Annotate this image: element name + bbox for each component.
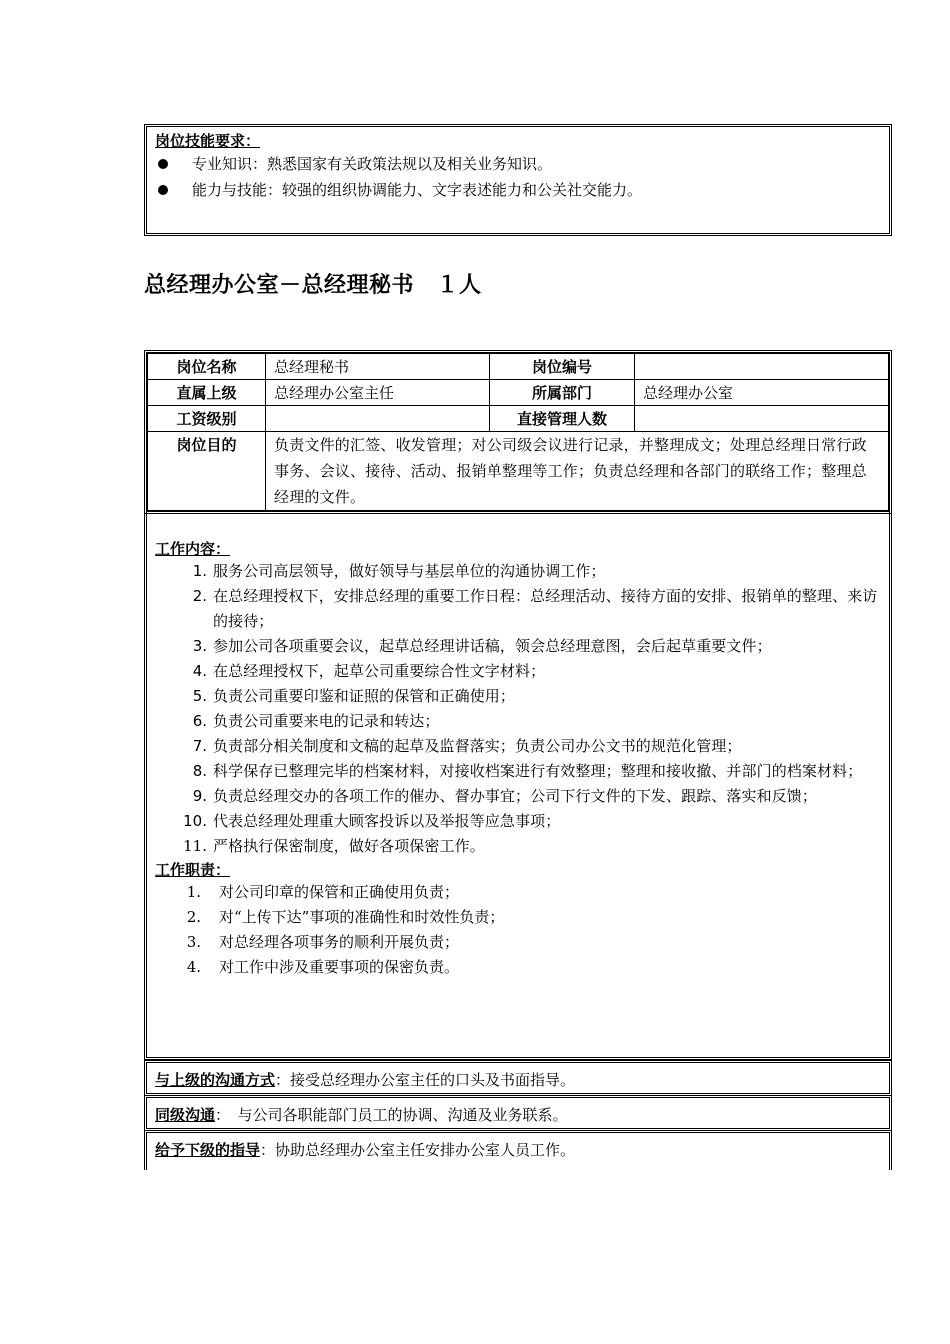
item-number: 7. bbox=[192, 737, 207, 755]
item-number: 10. bbox=[183, 812, 207, 830]
item-number: 8. bbox=[192, 762, 207, 780]
duty-item bbox=[155, 930, 881, 955]
purpose-label: 岗位目的 bbox=[148, 432, 266, 511]
bullet-icon bbox=[158, 185, 168, 195]
position-name-label: 岗位名称 bbox=[148, 354, 266, 380]
skills-box bbox=[144, 124, 892, 236]
item-text: 服务公司高层领导，做好领导与基层单位的沟通协调工作； bbox=[213, 562, 606, 580]
skills-item bbox=[155, 151, 881, 177]
item-text: 严格执行保密制度，做好各项保密工作。 bbox=[213, 837, 485, 855]
list-item bbox=[155, 634, 881, 659]
subordinates-value bbox=[635, 406, 889, 432]
item-text: 在总经理授权下，安排总经理的重要工作日程：总经理活动、接待方面的安排、报销单的整理、来访的接待； bbox=[213, 587, 878, 630]
duty-number: 2. bbox=[186, 908, 201, 926]
bullet-icon bbox=[158, 159, 168, 169]
item-number: 11. bbox=[183, 837, 207, 855]
skills-item bbox=[155, 177, 881, 203]
item-number: 2. bbox=[192, 587, 207, 605]
list-item bbox=[155, 759, 881, 784]
list-item bbox=[155, 809, 881, 834]
item-number: 4. bbox=[192, 662, 207, 680]
duty-item bbox=[155, 880, 881, 905]
duty-item bbox=[155, 905, 881, 930]
peer-communication-text: ： 与公司各职能部门员工的协调、沟通及业务联系。 bbox=[215, 1106, 568, 1124]
superior-value: 总经理办公室主任 bbox=[266, 380, 490, 406]
work-content-heading: 工作内容： bbox=[155, 540, 231, 558]
duties-heading: 工作职责： bbox=[155, 861, 231, 879]
department-value: 总经理办公室 bbox=[635, 380, 889, 406]
duty-text: 对公司印章的保管和正确使用负责； bbox=[219, 883, 460, 901]
duty-text: 对“上传下达”事项的准确性和时效性负责； bbox=[219, 908, 505, 926]
upward-communication-text: ：接受总经理办公室主任的口头及书面指导。 bbox=[275, 1071, 576, 1089]
item-number: 5. bbox=[192, 687, 207, 705]
subordinate-guidance-label: 给予下级的指导 bbox=[155, 1141, 261, 1159]
department-label: 所属部门 bbox=[490, 380, 635, 406]
list-item bbox=[155, 559, 881, 584]
subordinates-label: 直接管理人数 bbox=[490, 406, 635, 432]
subordinate-guidance-text: ：协助总经理办公室主任安排办公室人员工作。 bbox=[260, 1141, 576, 1159]
item-number: 1. bbox=[192, 562, 207, 580]
item-text: 在总经理授权下，起草公司重要综合性文字材料； bbox=[213, 662, 546, 680]
salary-label: 工资级别 bbox=[148, 406, 266, 432]
position-name-value: 总经理秘书 bbox=[266, 354, 490, 380]
purpose-value: 负责文件的汇签、收发管理；对公司级会议进行记录，并整理成文；处理总经理日常行政事务、会议、接待、活动、报销单整理等工作；负责总经理和各部门的联络工作；整理总经理的文件。 bbox=[266, 432, 889, 511]
duty-number: 4. bbox=[186, 958, 201, 976]
section-title: 总经理办公室－总经理秘书 １人 bbox=[144, 273, 482, 298]
list-item bbox=[155, 784, 881, 809]
duty-text: 对工作中涉及重要事项的保密负责。 bbox=[219, 958, 460, 976]
item-number: 3. bbox=[192, 637, 207, 655]
list-item bbox=[155, 584, 881, 634]
list-item bbox=[155, 659, 881, 684]
list-item bbox=[155, 709, 881, 734]
upward-communication-label: 与上级的沟通方式 bbox=[155, 1071, 276, 1089]
list-item bbox=[155, 734, 881, 759]
position-no-value bbox=[635, 354, 889, 380]
duty-text: 对总经理各项事务的顺利开展负责； bbox=[219, 933, 460, 951]
list-item bbox=[155, 834, 881, 859]
item-text: 科学保存已整理完毕的档案材料，对接收档案进行有效整理；整理和接收撤、并部门的档案材料； bbox=[213, 762, 863, 780]
skills-heading: 岗位技能要求： bbox=[155, 132, 261, 150]
upward-communication-row bbox=[144, 1060, 892, 1096]
item-number: 9. bbox=[192, 787, 207, 805]
item-text: 参加公司各项重要会议，起草总经理讲话稿，领会总经理意图，会后起草重要文件； bbox=[213, 637, 772, 655]
duty-number: 3. bbox=[186, 933, 201, 951]
salary-value bbox=[266, 406, 490, 432]
superior-label: 直属上级 bbox=[148, 380, 266, 406]
position-no-label: 岗位编号 bbox=[490, 354, 635, 380]
item-text: 负责公司重要印鉴和证照的保管和正确使用； bbox=[213, 687, 516, 705]
peer-communication-label: 同级沟通 bbox=[155, 1106, 216, 1124]
skills-item-text: 能力与技能：较强的组织协调能力、文字表述能力和公关社交能力。 bbox=[192, 181, 643, 199]
duty-number: 1. bbox=[186, 883, 201, 901]
duty-item bbox=[155, 955, 881, 980]
item-text: 代表总经理处理重大顾客投诉以及举报等应急事项； bbox=[213, 812, 561, 830]
peer-communication-row bbox=[144, 1095, 892, 1131]
item-text: 负责公司重要来电的记录和转达； bbox=[213, 712, 440, 730]
work-content-box bbox=[144, 510, 892, 1060]
skills-item-text: 专业知识：熟悉国家有关政策法规以及相关业务知识。 bbox=[192, 155, 553, 173]
position-info-table bbox=[144, 350, 892, 514]
item-text: 负责总经理交办的各项工作的催办、督办事宜；公司下行文件的下发、跟踪、落实和反馈； bbox=[213, 787, 818, 805]
subordinate-guidance-row bbox=[144, 1130, 892, 1170]
list-item bbox=[155, 684, 881, 709]
item-number: 6. bbox=[192, 712, 207, 730]
item-text: 负责部分相关制度和文稿的起草及监督落实；负责公司办公文书的规范化管理； bbox=[213, 737, 742, 755]
